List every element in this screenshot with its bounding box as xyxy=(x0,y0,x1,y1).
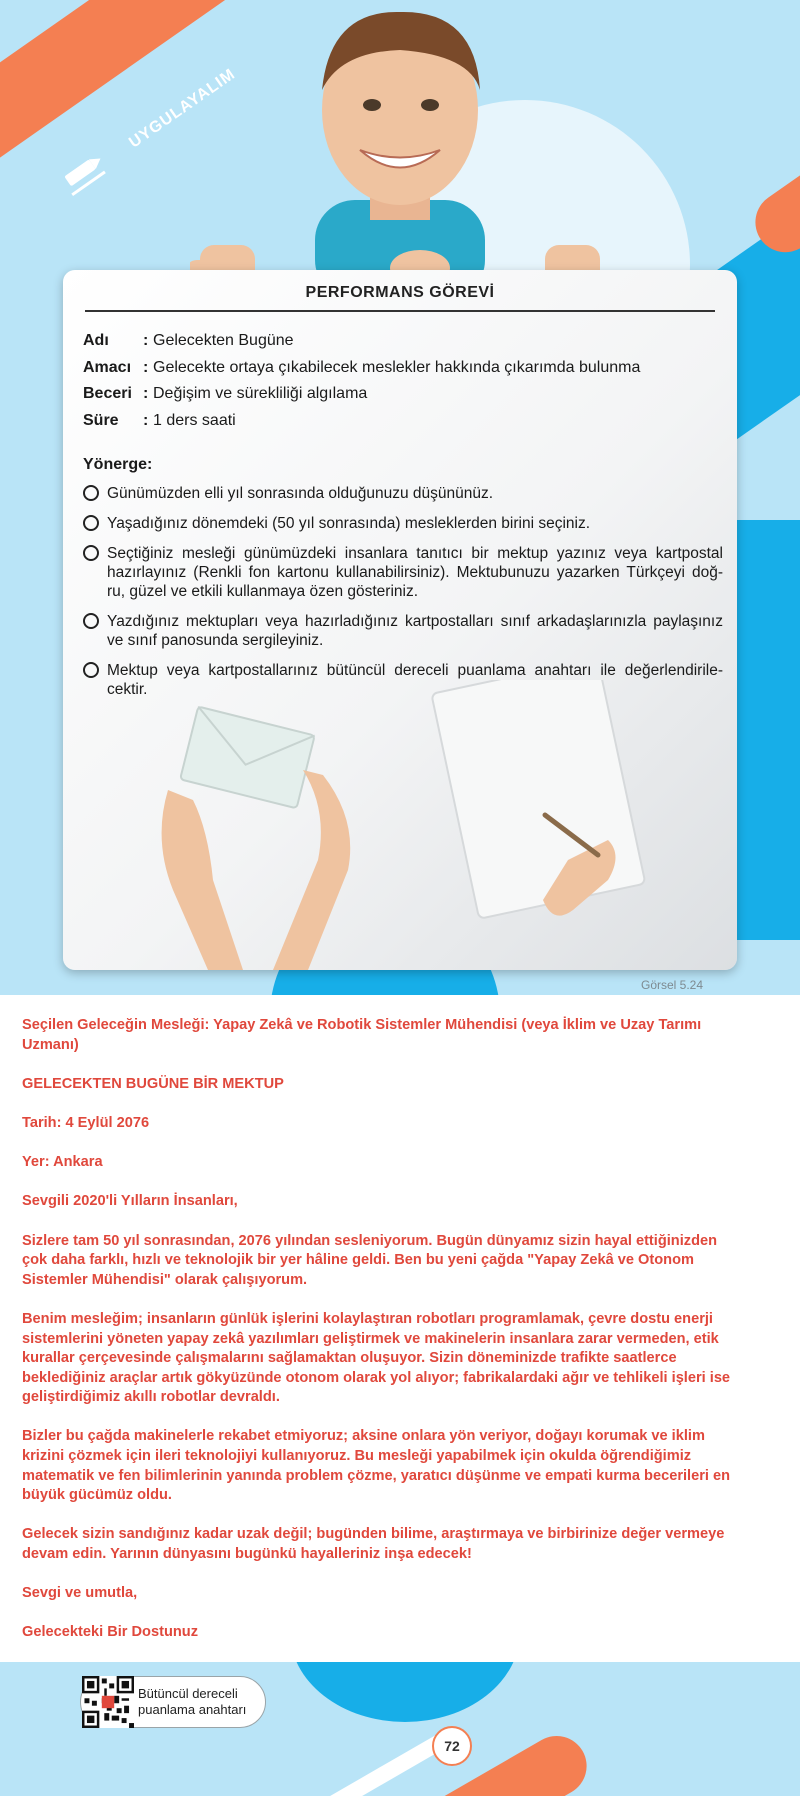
image-caption: Görsel 5.24 xyxy=(641,978,704,992)
meta-key: Amacı xyxy=(83,358,132,376)
letter-paragraph: Yer: Ankara xyxy=(22,1154,103,1171)
list-item-text: Yazdığınız mektupları veya hazırladığınız kartpostalları sınıf arkadaşlarınızla paylaşınız ve sınıf panosunda sergileyiniz. xyxy=(107,613,723,649)
bullet-circle-icon xyxy=(83,515,99,531)
meta-row-skill xyxy=(83,385,640,412)
performance-task-card xyxy=(63,270,737,970)
meta-row-name xyxy=(83,332,640,359)
instructions-list xyxy=(83,484,723,710)
meta-row-goal xyxy=(83,359,640,386)
hands-envelope-illustration xyxy=(153,680,673,970)
qr-label-line: puanlama anahtarı xyxy=(138,1702,247,1717)
letter-paragraph: Sizlere tam 50 yıl sonrasından, 2076 yılından sesleniyorum. Bugün dünyamız sizin hayal ettiğinizden çok daha farklı, hızlı ve teknolojik bir yer hâline geldi. Ben bu yeni çağda "Yapay Zekâ ve Otonom Sistemler Mühendisi" olarak çalışıyorum. xyxy=(22,1232,718,1288)
letter-paragraph: Seçilen Geleceğin Mesleği: Yapay Zekâ ve Robotik Sistemler Mühendisi (veya İklim ve Uzay Tarımı Uzmanı) xyxy=(22,1017,702,1053)
background-circle xyxy=(290,1662,520,1722)
meta-separator: : xyxy=(143,332,149,349)
list-item xyxy=(83,514,723,533)
letter-paragraph: Benim mesleğim; insanların günlük işlerini kolaylaştıran robotları programlamak, çevre dostu enerji sistemlerini yöneten yapay zekâ yazılımları geliştirmek ve makinelerin insanlara zarar vermeden, etik kurallar çerçevesinde çalışmalarını sağlamaktan oluşuyor. Sizin döneminizde trafikte saatlerce beklediğiniz araçlar artık gökyüzünde otonom olarak yol alıyor; fabrikalardaki ağır ve tehlikeli işleri ise geliştirdiğimiz akıllı robotlar devraldı. xyxy=(22,1310,731,1406)
qr-label xyxy=(138,1686,246,1718)
list-item-text: Seçtiğiniz mesleği günümüzdeki insanlara tanıtıcı bir mektup yazınız veya kartpostal hazırlayınız (Renkli fon kartonu kullanabilirsiniz). Mektubunuzu yazarken Türkçeyi doğ- ru, güzel ve etkili kullanmaya özen gösteriniz. xyxy=(107,545,723,600)
instructions-label: Yönerge: xyxy=(83,456,153,473)
bullet-circle-icon xyxy=(83,662,99,678)
meta-value: Gelecekte ortaya çıkabilecek meslekler hakkında çıkarımda bulunma xyxy=(153,358,641,376)
list-item-text: Günümüzden elli yıl sonrasında olduğunuzu düşününüz. xyxy=(107,485,494,502)
letter-paragraph: Sevgili 2020'li Yılların İnsanları, xyxy=(22,1193,238,1210)
list-item-text: Yaşadığınız dönemdeki (50 yıl sonrasında) mesleklerden birini seçiniz. xyxy=(107,515,591,532)
letter-paragraph: GELECEKTEN BUGÜNE BİR MEKTUP xyxy=(22,1075,284,1092)
list-item xyxy=(83,544,723,601)
meta-separator: : xyxy=(143,385,149,402)
qr-code-icon[interactable] xyxy=(82,1676,134,1728)
bullet-circle-icon xyxy=(83,545,99,561)
bullet-circle-icon xyxy=(83,485,99,501)
meta-key: Beceri xyxy=(83,385,132,402)
task-meta xyxy=(83,332,640,438)
meta-key: Adı xyxy=(83,332,109,349)
letter-paragraph: Gelecekteki Bir Dostunuz xyxy=(22,1624,198,1641)
meta-separator: : xyxy=(143,411,149,429)
boy-illustration xyxy=(190,0,610,300)
bullet-circle-icon xyxy=(83,613,99,629)
card-title: PERFORMANS GÖREVİ xyxy=(305,284,495,301)
title-divider xyxy=(85,310,715,312)
meta-separator: : xyxy=(143,358,149,376)
list-item xyxy=(83,612,723,650)
letter-paragraph: Gelecek sizin sandığınız kadar uzak değil; bugünden bilime, araştırmaya ve birbirinize değer vermeye devam edin. Yarının dünyasını bugünkü hayalleriniz inşa edecek! xyxy=(22,1526,725,1563)
list-item-text: Mektup veya kartpostallarınız bütüncül dereceli puanlama anahtarı ile değerlendirile- cektir. xyxy=(107,662,723,698)
letter-text xyxy=(22,1016,742,1663)
meta-value: 1 ders saati xyxy=(153,411,236,429)
meta-value: Değişim ve sürekliliği algılama xyxy=(153,385,368,402)
banner-label: UYGULAYALIM xyxy=(126,65,239,152)
list-item xyxy=(83,484,723,503)
letter-paragraph: Bizler bu çağda makinelerle rekabet etmiyoruz; aksine onlara yön veriyor, doğayı korumak ve iklim krizini çözmek için ileri teknolojiyi kullanıyoruz. Bu mesleği yapabilmek için okulda öğrendiğimiz matematik ve fen bilimlerinin yanında problem çözme, yaratıcı düşünme ve empati kurma becerileri en büyük gücümüz oldu. xyxy=(22,1428,731,1504)
background-stripe xyxy=(269,1731,450,1796)
meta-row-duration xyxy=(83,412,640,439)
pencil-icon xyxy=(56,146,114,199)
qr-label-line: Bütüncül dereceli xyxy=(138,1686,238,1701)
letter-paragraph: Tarih: 4 Eylül 2076 xyxy=(22,1114,150,1131)
page-number: 72 xyxy=(432,1726,472,1766)
meta-key: Süre xyxy=(83,411,119,429)
meta-value: Gelecekten Bugüne xyxy=(153,332,294,349)
background-stripe xyxy=(342,1725,597,1796)
letter-paragraph: Sevgi ve umutla, xyxy=(22,1585,138,1602)
